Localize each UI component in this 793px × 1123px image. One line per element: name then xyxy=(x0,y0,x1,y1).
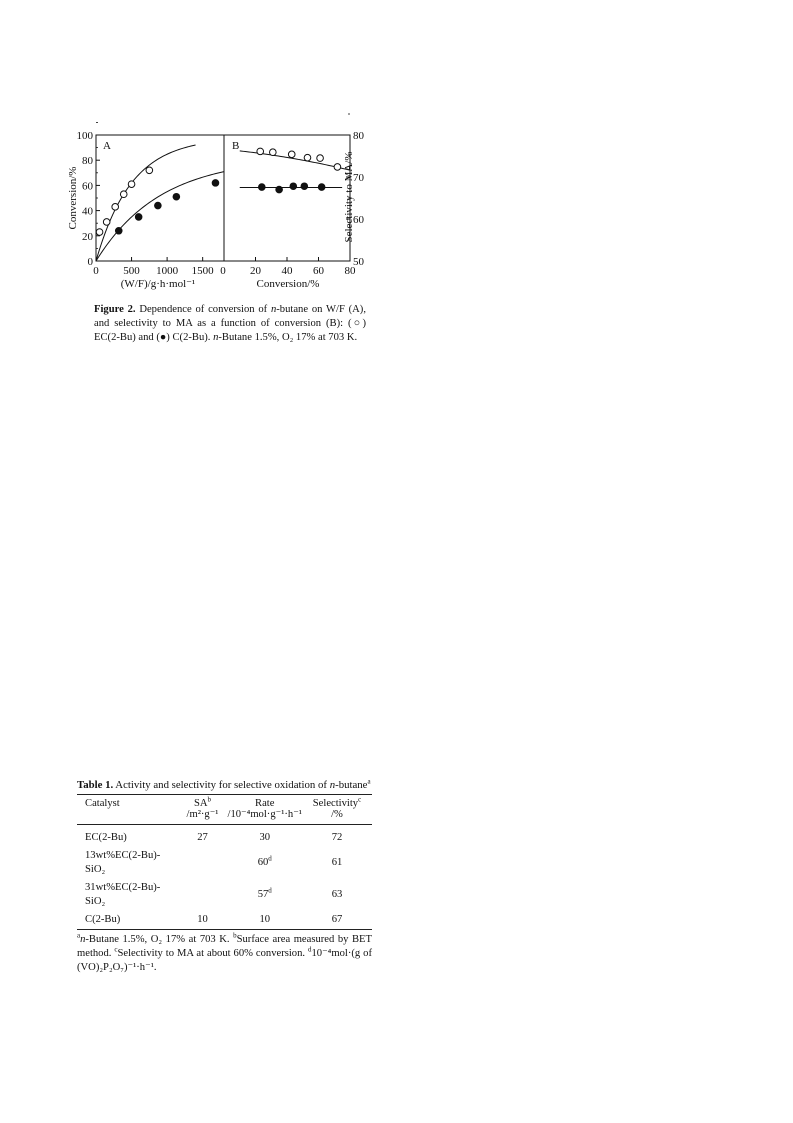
x-tick-label-b: 20 xyxy=(250,265,261,277)
header-selectivity: Selectivity$^c$ /% xyxy=(312,795,362,820)
header-row xyxy=(77,795,372,825)
cell-rate: 57$^d$ xyxy=(257,886,272,900)
right-axis-label: Selectivity to MA/% xyxy=(343,151,355,243)
table-title-italic-n: n xyxy=(329,779,336,791)
filled-point-b xyxy=(276,186,283,193)
x-tick-label-a: 0 xyxy=(93,265,99,277)
cell-catalyst: 31wt%EC(2-Bu)-SiO₂ xyxy=(85,882,161,907)
y-tick-label-a: 100 xyxy=(76,130,93,142)
cell-sa xyxy=(178,879,228,911)
figure-caption-text-2: -butane on W/F (A), and selectivity to MA as a function of conversion (B): (○) EC(2-Bu) and (●) C(2-Bu). xyxy=(94,304,366,344)
x-tick-label-a: 500 xyxy=(123,265,140,277)
x-tick-label-b: 80 xyxy=(344,265,356,277)
cell-selectivity: 61 xyxy=(331,857,343,868)
filled-point-a xyxy=(115,227,122,234)
figure-caption xyxy=(94,303,366,346)
open-point-a xyxy=(103,219,110,226)
cell-sa xyxy=(178,847,228,879)
table-title-text: Activity and selectivity for selective oxidation of xyxy=(113,779,330,791)
table-row xyxy=(77,847,372,879)
cell-rate: 10 xyxy=(259,914,271,925)
panel-b-frame xyxy=(224,135,350,261)
fit-curve-a-c xyxy=(96,172,224,261)
open-point-b xyxy=(317,155,324,162)
data-points xyxy=(96,148,340,235)
cell-catalyst: 13wt%EC(2-Bu)-SiO₂ xyxy=(85,850,161,875)
panel-a-frame xyxy=(96,135,224,261)
filled-point-a xyxy=(173,193,180,200)
cell-sa: 10 xyxy=(197,914,208,925)
open-point-b xyxy=(270,149,277,156)
open-point-b xyxy=(288,151,295,158)
table-1 xyxy=(77,778,372,976)
table-footnotes: $^a$n-Butane 1.5%, O₂ 17% at 703 K. $^b$Surface area measured by BET method. $^c$Selectivity to MA at about 60% conversion. $^d$10⁻⁴mol·(g of (VO)₂P₂O₇)⁻¹·h⁻¹. xyxy=(77,931,372,974)
open-point-b xyxy=(304,154,311,161)
table-title-sup: a xyxy=(367,777,371,786)
header-catalyst: Catalyst xyxy=(85,798,120,809)
filled-point-a xyxy=(155,202,162,209)
cell-catalyst: EC(2-Bu) xyxy=(85,832,127,843)
open-point-a xyxy=(96,229,103,236)
table-row xyxy=(77,825,372,848)
x-tick-label-a: 1500 xyxy=(191,265,214,277)
panel-b-letter: B xyxy=(232,140,240,152)
figure-caption-label: Figure 2. xyxy=(94,304,136,315)
filled-point-a xyxy=(212,180,219,187)
open-point-a xyxy=(112,204,119,211)
cell-selectivity: 72 xyxy=(331,832,343,843)
panel-a-letter: A xyxy=(103,140,111,152)
x-tick-label-b: 60 xyxy=(313,265,324,277)
x-tick-label-a: 1000 xyxy=(156,265,179,277)
table-title xyxy=(77,778,372,792)
cell-rate: 60$^d$ xyxy=(257,854,272,868)
header-rate: Rate /10⁻⁴mol·g⁻¹·h⁻¹ xyxy=(227,798,302,820)
open-point-a xyxy=(146,167,153,174)
figure-caption-text-3: -Butane 1.5%, O₂ 17% at 703 K. xyxy=(218,332,358,344)
y-tick-label-b: 80 xyxy=(353,130,364,142)
y-tick-label-a: 40 xyxy=(82,205,93,218)
figure-caption-italic-n: n xyxy=(270,304,277,315)
table-row xyxy=(77,911,372,930)
cell-selectivity: 63 xyxy=(331,889,343,900)
filled-point-b xyxy=(318,184,325,191)
y-tick-label-a: 0 xyxy=(87,256,93,268)
figure-caption-text-1: Dependence of conversion of xyxy=(135,304,271,315)
header-sa: $SA^b$ /m²·g⁻¹ xyxy=(186,795,219,820)
cell-catalyst: C(2-Bu) xyxy=(85,914,121,925)
figure-2 xyxy=(60,125,364,301)
x-tick-label-b: 0 xyxy=(220,265,226,277)
fit-curves xyxy=(96,145,350,261)
table-label: Table 1. xyxy=(77,779,114,791)
x-axis-label-a: (W/F)/g·h·mol⁻¹ xyxy=(120,278,196,290)
figure-caption-italic-n-2: n xyxy=(213,332,219,344)
y-tick-label-b: 70 xyxy=(353,172,364,184)
open-point-a xyxy=(128,181,135,188)
filled-point-b xyxy=(290,183,297,190)
x-axis-label-b: Conversion/% xyxy=(256,278,320,290)
y-tick-label-b: 60 xyxy=(353,214,364,226)
filled-point-b xyxy=(301,183,308,190)
data-table xyxy=(77,794,372,930)
table-row xyxy=(77,879,372,911)
y-tick-label-b: 50 xyxy=(353,256,364,268)
left-axis-label: Conversion/% xyxy=(67,166,79,230)
open-point-b xyxy=(334,164,341,171)
open-point-b xyxy=(257,148,264,155)
open-point-a xyxy=(120,191,127,198)
table-title-end: -butane xyxy=(335,779,368,791)
y-tick-label-a: 60 xyxy=(82,180,93,193)
filled-point-a xyxy=(135,214,142,221)
cell-rate: 30 xyxy=(259,832,271,843)
filled-point-b xyxy=(259,184,266,191)
y-tick-label-a: 20 xyxy=(82,230,93,243)
cell-selectivity: 67 xyxy=(331,914,343,925)
y-tick-label-a: 80 xyxy=(82,155,93,168)
fit-curve-a-ec xyxy=(96,145,196,261)
x-tick-label-b: 40 xyxy=(281,265,293,277)
cell-sa: 27 xyxy=(197,832,208,843)
